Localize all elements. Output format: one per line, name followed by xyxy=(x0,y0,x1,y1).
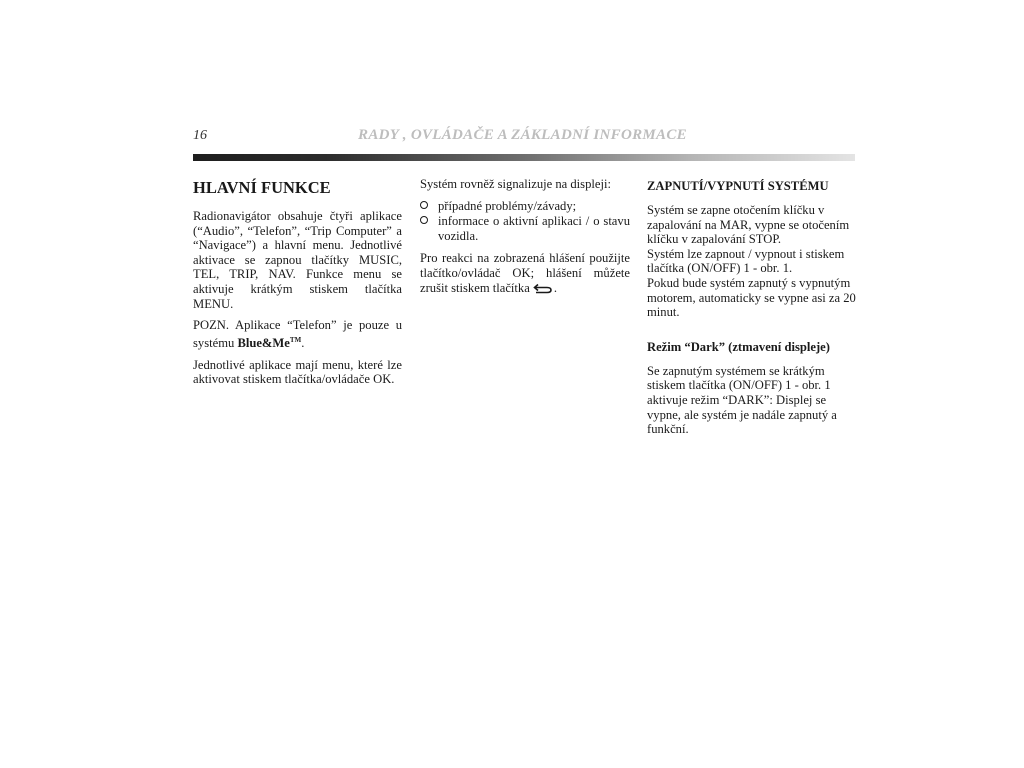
back-button-icon xyxy=(533,283,553,298)
list-item xyxy=(420,199,630,214)
reaction-end: . xyxy=(553,280,557,295)
list-item-text: případné problémy/závady; xyxy=(438,198,577,213)
list-item-text: informace o aktivní aplikaci / o stavu vozidla. xyxy=(438,214,630,243)
display-signals-list xyxy=(420,199,630,244)
trademark-mark: TM xyxy=(289,335,302,344)
page-number: 16 xyxy=(193,128,207,143)
dark-mode-paragraph: Se zapnutým systémem se krátkým stiskem tlačítka (ON/OFF) 1 - obr. 1 aktivuje režim “DARK”: Displej se vypne, ale systém je nadále zapnutý a funkční. xyxy=(647,363,837,437)
reaction-paragraph xyxy=(420,251,630,297)
list-item xyxy=(420,214,630,243)
reaction-text: Pro reakci na zobrazená hlášení použijte tlačítko/ovládač OK; hlášení můžete zrušit stiskem tlačítka xyxy=(420,251,630,295)
note-end: . xyxy=(301,335,305,350)
section-title: HLAVNÍ FUNKCE xyxy=(193,178,331,197)
power-paragraph-2: Systém lze zapnout / vypnout i stiskem tlačítka (ON/OFF) 1 - obr. 1. xyxy=(647,246,845,276)
column-3 xyxy=(647,177,856,444)
running-head: RADY , OVLÁDAČE A ZÁKLADNÍ INFORMACE xyxy=(358,127,687,143)
power-paragraph-3: Pokud bude systém zapnutý s vypnutým motorem, automaticky se vypne asi za 20 minut. xyxy=(647,275,856,320)
dark-mode-heading: Režim “Dark” (ztmavení displeje) xyxy=(647,339,830,354)
power-paragraph-1: Systém se zapne otočením klíčku v zapalování na MAR, vypne se otočením klíčku v zapalování STOP. xyxy=(647,203,850,247)
bullet-icon xyxy=(420,201,428,209)
brand-name: Blue&Me xyxy=(237,335,290,350)
intro-paragraph: Radionavigátor obsahuje čtyři aplikace (“Audio”, “Telefon”, “Trip Computer” a “Navigace”) a hlavní menu. Jednotlivé aktivace se zapnou tlačítky MUSIC, TEL, TRIP, NAV. Funkce menu se aktivuje krátkým stiskem tlačítka MENU. xyxy=(193,209,402,311)
bullet-icon xyxy=(420,216,428,224)
menu-paragraph: Jednotlivé aplikace mají menu, které lze aktivovat stiskem tlačítka/ovládače OK. xyxy=(193,357,402,387)
note-text: POZN. Aplikace “Telefon” je pouze u systému xyxy=(193,318,402,350)
column-1 xyxy=(193,177,402,394)
header-rule xyxy=(193,154,855,161)
column-2 xyxy=(420,177,630,304)
power-heading: ZAPNUTÍ/VYPNUTÍ SYSTÉMU xyxy=(647,179,829,193)
note-paragraph xyxy=(193,318,402,350)
display-intro: Systém rovněž signalizuje na displeji: xyxy=(420,177,611,191)
